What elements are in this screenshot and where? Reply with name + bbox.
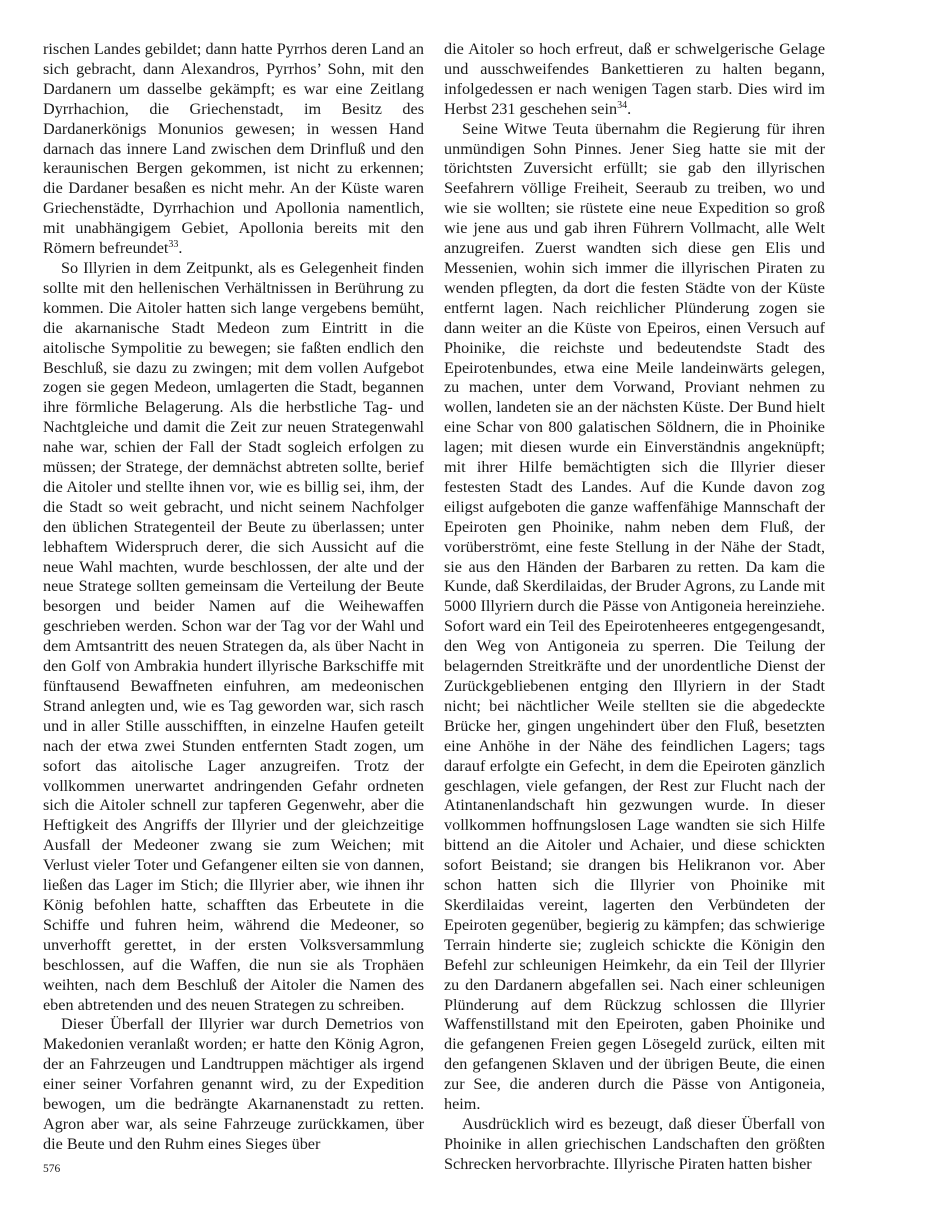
footnote-marker[interactable]: 33 <box>168 239 179 251</box>
paragraph: Seine Witwe Teuta übernahm die Regierung für ihren unmündigen Sohn Pinnes. Jener Sieg hatte sie mit der törichtsten Zuversicht erfüllt; sie gab den illyrischen Seefahrern völlige Freiheit, Seeraub zu treiben, wo und wie sie wollten; sie rüstete eine neue Expedition so groß wie jene aus und gab ihren Führern Vollmacht, alle Welt anzugreifen. Zuerst wandten sich diese gen Elis und Messenien, wohin sich immer die illyrischen Piraten zu wenden pflegten, da dort die festen Städte von der Küste entfernt lagen. Nach reichlicher Plünderung zogen sie dann weiter an die Küste von Epeiros, einen Versuch auf Phoinike, die reichste und bedeutendste Stadt des Epeirotenbundes, etwa eine Meile landeinwärts gelegen, zu machen, unter dem Vorwand, Proviant nehmen zu wollen, landeten sie an der nächsten Küste. Der Bund hielt eine Schar von 800 galatischen Söldnern, die in Phoinike lagen; mit diesen wurde ein Einverständnis angeknüpft; mit ihrer Hilfe bemächtigten sich die Illyrier dieser festesten Stadt des Landes. Auf die Kunde davon zog eiligst aufgeboten die ganze waffenfähige Mannschaft der Epeiroten gen Phoinike, nahm neben dem Fluß, der vorüberströmt, eine feste Stellung in der Nähe der Stadt, sie aus den Händen der Barbaren zu retten. Da kam die Kunde, daß Skerdilaidas, der Bruder Agrons, zu Lande mit 5000 Illyriern durch die Pässe von Antigoneia hereinziehe. Sofort ward ein Teil des Epeirotenheeres entgegengesandt, den Weg von Antigoneia zu sperren. Die Teilung der belagernden Streitkräfte und der unordentliche Dienst der Zurückgebliebenen entging den Illyriern in der Stadt nicht; bei nächtlicher Weile stellten sie die abgedeckte Brücke her, gingen ungehindert über den Fluß, besetzten eine Anhöhe in der Nähe des feindlichen Lagers; tags darauf erfolgte ein Gefecht, in dem die Epeiroten gänzlich geschlagen, viele gefangen, der Rest zur Flucht nach der Atintanenlandschaft hin gezwungen wurde. In dieser vollkommen hoffnungslosen Lage wandten sie sich Hilfe bittend an die Aitoler und Achaier, und diese schickten sofort Beistand; sie drangen bis Helikranon vor. Aber schon hatten sich die Illyrier von Phoinike mit Skerdilaidas vereint, lagerten den Verbündeten der Epeiroten gegenüber, begierig zu kämpfen; das schwierige Terrain hinderte sie; zugleich schickte die Königin den Befehl zur schleunigen Heimkehr, da ein Teil der Illyrier zu den Dardanern abgefallen sei. Nach einer schleunigen Plünderung auf dem Rückzug schlossen die Illyrier Waffenstillstand mit den Epeiroten, gaben Phoinike und die gefangenen Freien gegen Lösegeld zurück, eilten mit den gefangenen Sklaven und der übrigen Beute, die einen zur See, die anderen durch die Pässe von Antigoneia, heim. <box>444 119 825 1114</box>
paragraph: die Aitoler so hoch erfreut, daß er schwelgerische Gelage und ausschweifendes Bankettieren zu halten begann, infolgedessen er nach wenigen Tagen starb. Dies wird im Herbst 231 geschehen sein$^{34}$. <box>444 40 825 118</box>
paragraph: rischen Landes gebildet; dann hatte Pyrrhos deren Land an sich gebracht, dann Alexandros, Pyrrhos’ Sohn, mit den Dardanern um dasselbe gekämpft; es war eine Zeitlang Dyrrhachion, die Griechenstadt, im Besitz des Dardanerkönigs Monunios gewesen; in wessen Hand darnach das innere Land zwischen dem Drinfluß und den keraunischen Bergen gekommen, ist nicht zu erkennen; die Dardaner besaßen es nicht mehr. An der Küste waren Griechenstädte, Dyrrhachion und Apollonia namentlich, mit unabhängigem Gebiet, Apollonia bereits mit den Römern befreundet$^{33}$. <box>43 40 424 258</box>
page-number: 576 <box>43 1163 61 1175</box>
right-text-column <box>444 40 825 1175</box>
footnote-marker[interactable]: 34 <box>617 99 628 111</box>
paragraph: Dieser Überfall der Illyrier war durch Demetrios von Makedonien veranlaßt worden; er hatte den König Agron, der an Fahrzeugen und Landtruppen mächtiger als irgend einer seiner Vorfahren genannt wird, zu der Expedition bewogen, um die bedrängte Akarnanenstadt zu retten. Agron aber war, als seine Fahrzeuge zurückkamen, über die Beute und den Ruhm eines Sieges über <box>43 1015 424 1153</box>
paragraph: So Illyrien in dem Zeitpunkt, als es Gelegenheit finden sollte mit den hellenischen Verhältnissen in Berührung zu kommen. Die Aitoler hatten sich lange vergebens bemüht, die akarnanische Stadt Medeon zum Eintritt in die aitolische Sympolitie zu bewegen; sie faßten endlich den Beschluß, sie dazu zu zwingen; mit dem vollen Aufgebot zogen sie gegen Medeon, umlagerten die Stadt, begannen ihre förmliche Belagerung. Als die herbstliche Tag- und Nachtgleiche und damit die Zeit zur neuen Strategenwahl nahe war, schien der Fall der Stadt sogleich erfolgen zu müssen; der Stratege, der demnächst abtreten sollte, berief die Aitoler und stellte ihnen vor, wie es billig sei, ihm, der die Stadt so weit gebracht, und nicht seinem Nachfolger den üblichen Strategenteil der Beute zu überlassen; unter lebhaftem Widerspruch derer, die sich Aussicht auf die neue Wahl machten, wurde beschlossen, der alte und der neue Stratege sollten gemeinsam die Verteilung der Beute besorgen und beider Namen auf die Weihewaffen geschrieben werden. Schon war der Tag vor der Wahl und dem Amtsantritt des neuen Strategen da, als über Nacht in den Golf von Ambrakia hundert illyrische Barkschiffe mit fünftausend Bewaffneten einfuhren, am medeonischen Strand anlegten und, wie es Tag geworden war, sich rasch und in aller Stille ausschifften, in einzelne Haufen geteilt nach der etwa zwei Stunden entfernten Stadt zogen, um sofort das aitolische Lager anzugreifen. Trotz der vollkommen unerwartet andringenden Gefahr ordneten sich die Aitoler schnell zur tapferen Gegenwehr, aber die Heftigkeit des Angriffs der Illyrier und der gleichzeitige Ausfall der Medeoner zwang sie zum Weichen; mit Verlust vieler Toter und Gefangener eilten sie von dannen, ließen das Lager im Stich; die Illyrier aber, wie ihnen ihr König befohlen hatte, schafften das Erbeutete in die Schiffe und fuhren heim, während die Medeoner, so unverhofft gerettet, in der ersten Volksversammlung beschlossen, auf die Waffen, die nun sie als Trophäen weihten, nach dem Beschluß der Aitoler die Namen des eben abtretenden und des neuen Strategen zu schreiben. <box>43 258 424 1014</box>
left-text-column <box>43 40 424 1155</box>
paragraph: Ausdrücklich wird es bezeugt, daß dieser Überfall von Phoinike in allen griechischen Landschaften den größten Schrecken hervorbrachte. Illyrische Piraten hatten bisher <box>444 1114 825 1173</box>
